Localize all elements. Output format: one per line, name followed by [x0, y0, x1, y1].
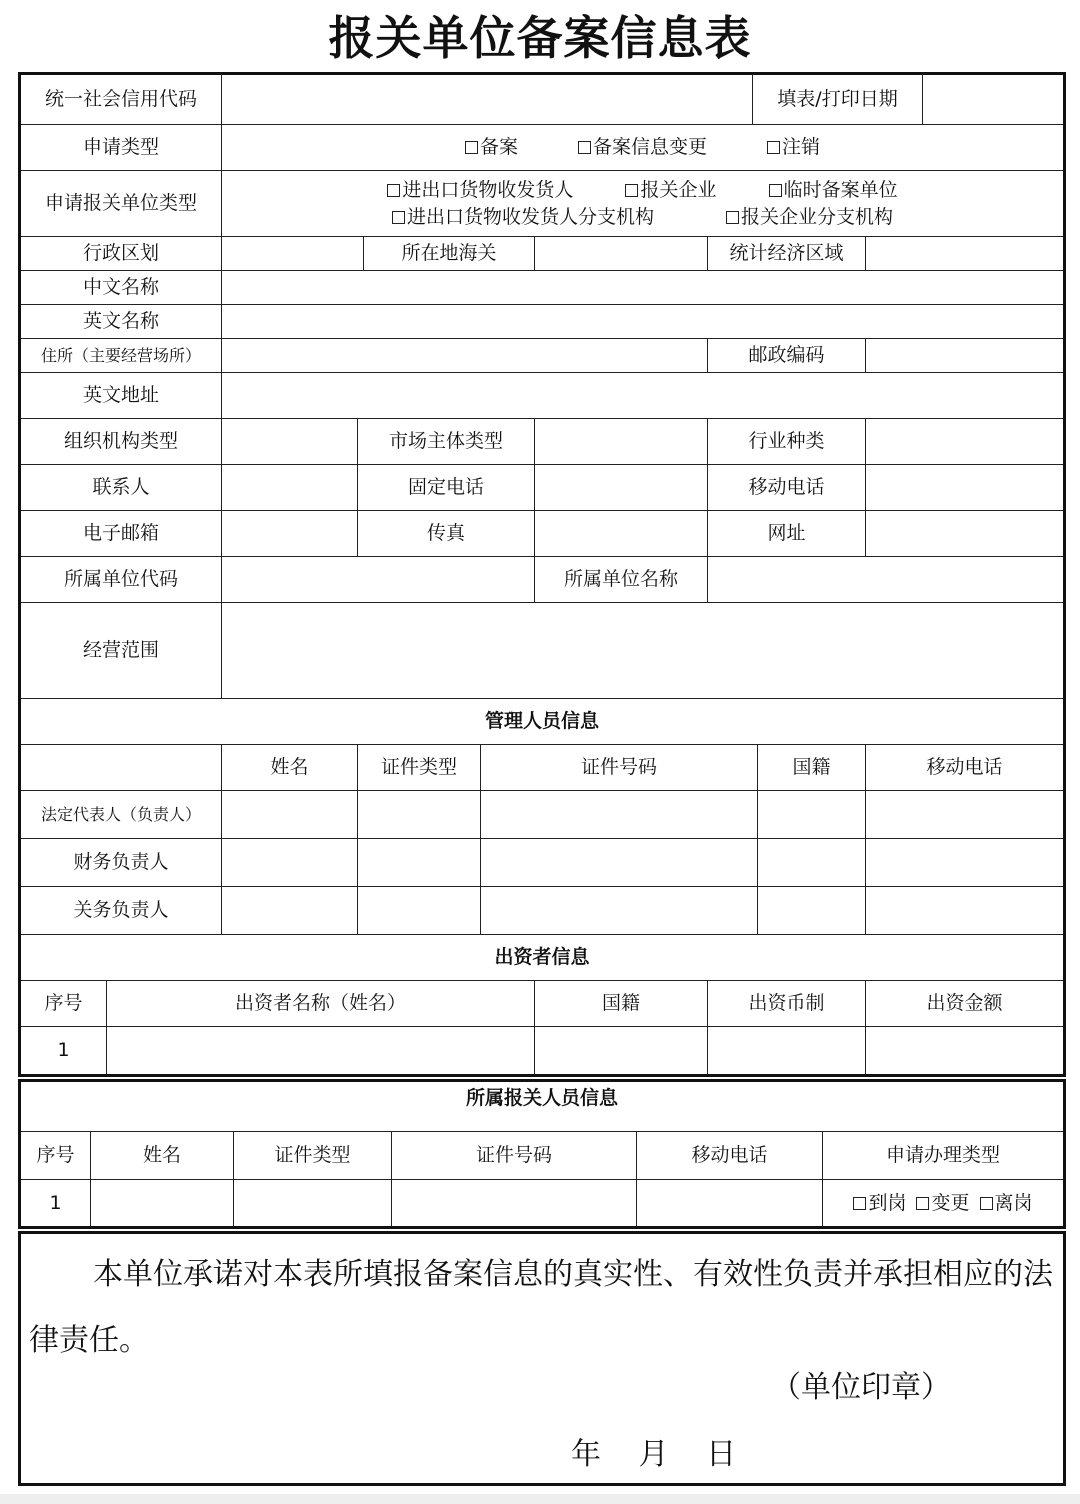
- seal-label: （单位印章）: [771, 1370, 951, 1405]
- postcode-field[interactable]: [866, 339, 1063, 373]
- fax-label: 传真: [358, 511, 535, 557]
- scope-field[interactable]: [222, 603, 1063, 699]
- apply-type-filing-option[interactable]: 备案: [465, 137, 518, 158]
- market-type-field[interactable]: [535, 419, 708, 465]
- management-section-title: 管理人员信息: [21, 699, 1063, 745]
- commitment-box: [18, 1231, 1066, 1486]
- management-cell[interactable]: [866, 887, 1063, 935]
- investors-cell[interactable]: [866, 1027, 1063, 1074]
- bottom-edge: [0, 1494, 1080, 1504]
- management-cell[interactable]: [481, 887, 758, 935]
- management-header-name: 姓名: [222, 745, 358, 791]
- management-cell[interactable]: [358, 839, 481, 887]
- investors-header-name: 出资者名称（姓名）: [107, 981, 535, 1027]
- declarants-table: [18, 1079, 1066, 1229]
- declarant-onboard-option[interactable]: 到岗: [853, 1193, 906, 1214]
- en-address-label: 英文地址: [21, 373, 222, 419]
- apply-type-change-option[interactable]: 备案信息变更: [578, 137, 707, 158]
- unit-type-options: [222, 171, 1063, 237]
- management-cell[interactable]: [358, 791, 481, 839]
- management-header-mobile: 移动电话: [866, 745, 1063, 791]
- org-type-field[interactable]: [222, 419, 358, 465]
- org-type-label: 组织机构类型: [21, 419, 222, 465]
- management-cell[interactable]: [758, 839, 866, 887]
- parent-name-field[interactable]: [708, 557, 1063, 603]
- industry-field[interactable]: [866, 419, 1063, 465]
- management-row-finance-label: 财务负责人: [21, 839, 222, 887]
- mobile-field[interactable]: [866, 465, 1063, 511]
- fill-date-label: 填表/打印日期: [753, 75, 923, 125]
- declarants-header-no: 序号: [21, 1132, 91, 1180]
- management-cell[interactable]: [358, 887, 481, 935]
- unit-type-broker-option[interactable]: 报关企业: [625, 180, 716, 201]
- investors-header-no: 序号: [21, 981, 107, 1027]
- mobile-label: 移动电话: [708, 465, 866, 511]
- checkbox-icon: [769, 184, 782, 197]
- address-field[interactable]: [222, 339, 708, 373]
- declarant-leave-option[interactable]: 离岗: [980, 1193, 1033, 1214]
- investors-header-amount: 出资金额: [866, 981, 1063, 1027]
- unit-type-consignor-branch-option[interactable]: 进出口货物收发货人分支机构: [392, 207, 654, 228]
- checkbox-icon: [767, 141, 780, 154]
- declarants-header-apply-type: 申请办理类型: [823, 1132, 1063, 1180]
- en-name-label: 英文名称: [21, 305, 222, 339]
- checkbox-icon: [578, 141, 591, 154]
- management-cell[interactable]: [866, 839, 1063, 887]
- landline-label: 固定电话: [358, 465, 535, 511]
- declarants-header-id-type: 证件类型: [234, 1132, 392, 1180]
- investors-cell[interactable]: [107, 1027, 535, 1074]
- apply-type-options: [222, 125, 1063, 171]
- form-title: 报关单位备案信息表: [328, 11, 752, 65]
- checkbox-icon: [465, 141, 478, 154]
- parent-code-field[interactable]: [222, 557, 535, 603]
- declarants-cell[interactable]: [91, 1180, 234, 1226]
- management-header-blank: [21, 745, 222, 791]
- management-cell[interactable]: [758, 791, 866, 839]
- parent-code-label: 所属单位代码: [21, 557, 222, 603]
- management-row-legal-rep-label: 法定代表人（负责人）: [21, 791, 222, 839]
- declarants-cell[interactable]: [234, 1180, 392, 1226]
- scope-label: 经营范围: [21, 603, 222, 699]
- declarants-apply-options: [823, 1180, 1063, 1226]
- declarants-section-title: 所属报关人员信息: [21, 1082, 1063, 1132]
- fax-field[interactable]: [535, 511, 708, 557]
- declarant-change-option[interactable]: 变更: [916, 1193, 969, 1214]
- admin-region-field[interactable]: [222, 237, 364, 271]
- postcode-label: 邮政编码: [708, 339, 866, 373]
- unit-type-broker-branch-option[interactable]: 报关企业分支机构: [726, 207, 893, 228]
- checkbox-icon: [392, 211, 405, 224]
- en-name-field[interactable]: [222, 305, 1063, 339]
- management-cell[interactable]: [222, 887, 358, 935]
- investors-header-nationality: 国籍: [535, 981, 708, 1027]
- date-line: 年 月 日: [571, 1437, 737, 1472]
- management-row-customs-label: 关务负责人: [21, 887, 222, 935]
- contact-label: 联系人: [21, 465, 222, 511]
- investors-cell[interactable]: [708, 1027, 866, 1074]
- cn-name-field[interactable]: [222, 271, 1063, 305]
- checkbox-icon: [726, 211, 739, 224]
- declarants-cell[interactable]: [392, 1180, 637, 1226]
- en-address-field[interactable]: [222, 373, 1063, 419]
- credit-code-field[interactable]: [222, 75, 753, 125]
- management-cell[interactable]: [758, 887, 866, 935]
- email-field[interactable]: [222, 511, 358, 557]
- commitment-text: 本单位承诺对本表所填报备案信息的真实性、有效性负责并承担相应的法律责任。: [29, 1257, 1053, 1358]
- email-label: 电子邮箱: [21, 511, 222, 557]
- management-cell[interactable]: [222, 839, 358, 887]
- market-type-label: 市场主体类型: [358, 419, 535, 465]
- management-cell[interactable]: [481, 791, 758, 839]
- address-label: 住所（主要经营场所）: [21, 339, 222, 373]
- investors-header-currency: 出资币制: [708, 981, 866, 1027]
- parent-name-label: 所属单位名称: [535, 557, 708, 603]
- management-cell[interactable]: [222, 791, 358, 839]
- admin-region-label: 行政区划: [21, 237, 222, 271]
- checkbox-icon: [625, 184, 638, 197]
- declarants-cell[interactable]: [637, 1180, 823, 1226]
- apply-type-cancel-option[interactable]: 注销: [767, 137, 820, 158]
- checkbox-icon: [387, 184, 400, 197]
- contact-field[interactable]: [222, 465, 358, 511]
- checkbox-icon: [916, 1197, 929, 1210]
- management-cell[interactable]: [481, 839, 758, 887]
- checkbox-icon: [980, 1197, 993, 1210]
- fill-date-field[interactable]: [923, 75, 1063, 125]
- customs-label: 所在地海关: [364, 237, 535, 271]
- econ-zone-field[interactable]: [866, 237, 1063, 271]
- website-label: 网址: [708, 511, 866, 557]
- investors-section-title: 出资者信息: [21, 935, 1063, 981]
- basic-info-table: [18, 72, 1066, 1077]
- declarants-header-mobile: 移动电话: [637, 1132, 823, 1180]
- industry-label: 行业种类: [708, 419, 866, 465]
- cn-name-label: 中文名称: [21, 271, 222, 305]
- management-header-id-type: 证件类型: [358, 745, 481, 791]
- customs-field[interactable]: [535, 237, 708, 271]
- management-header-id-number: 证件号码: [481, 745, 758, 791]
- apply-type-label: 申请类型: [21, 125, 222, 171]
- unit-type-temporary-option[interactable]: 临时备案单位: [769, 180, 898, 201]
- unit-type-consignor-option[interactable]: 进出口货物收发货人: [387, 180, 573, 201]
- checkbox-icon: [853, 1197, 866, 1210]
- management-header-nationality: 国籍: [758, 745, 866, 791]
- credit-code-label: 统一社会信用代码: [21, 75, 222, 125]
- investors-row-no: 1: [21, 1027, 107, 1074]
- declarants-row-no: 1: [21, 1180, 91, 1226]
- declarants-header-id-number: 证件号码: [392, 1132, 637, 1180]
- landline-field[interactable]: [535, 465, 708, 511]
- investors-cell[interactable]: [535, 1027, 708, 1074]
- management-cell[interactable]: [866, 791, 1063, 839]
- econ-zone-label: 统计经济区域: [708, 237, 866, 271]
- website-field[interactable]: [866, 511, 1063, 557]
- unit-type-label: 申请报关单位类型: [21, 171, 222, 237]
- declarants-header-name: 姓名: [91, 1132, 234, 1180]
